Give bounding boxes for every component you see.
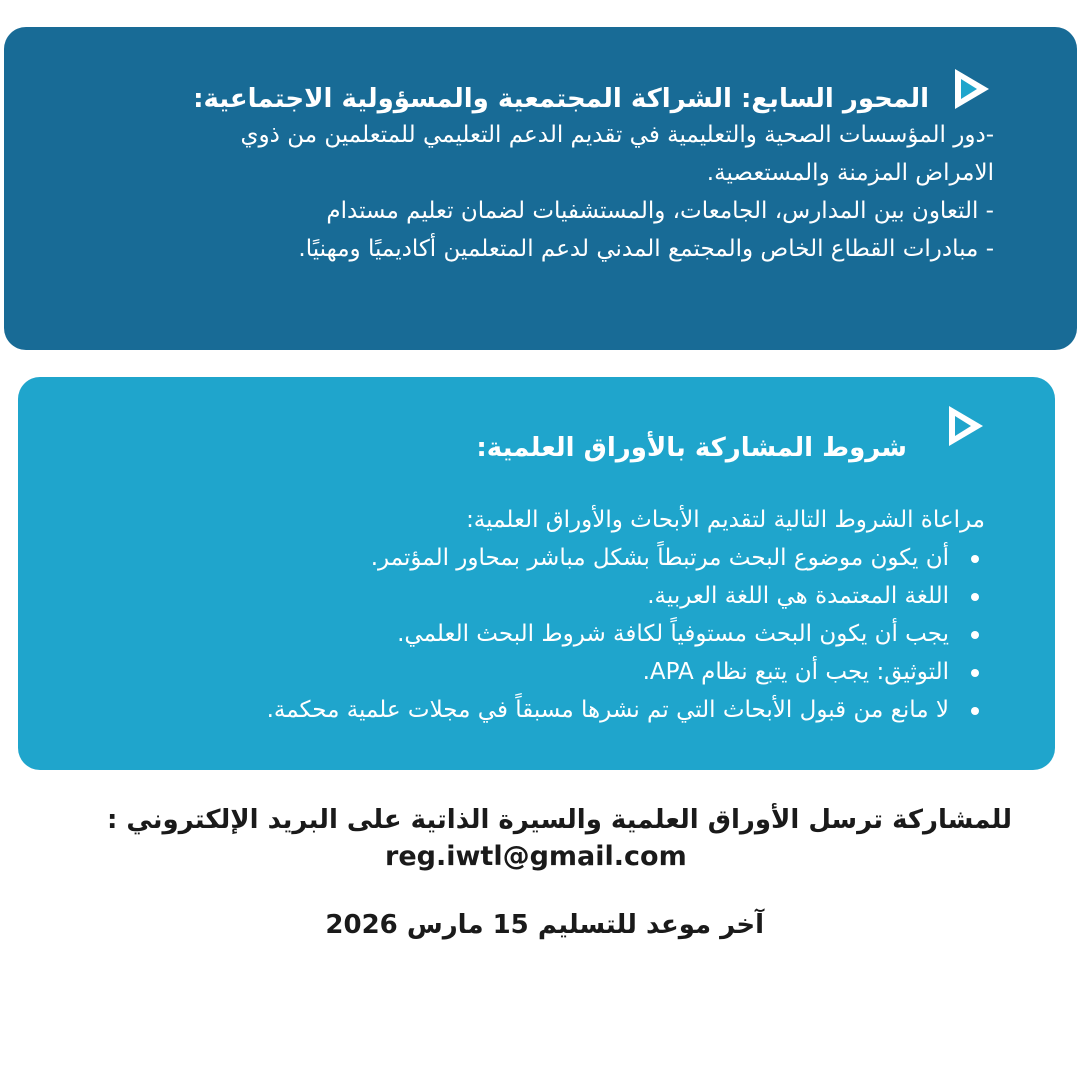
terms-list bbox=[267, 539, 985, 729]
terms-list-item: يجب أن يكون البحث مستوفياً لكافة شروط البحث العلمي. bbox=[267, 615, 985, 653]
axis-seven-line: - مبادرات القطاع الخاص والمجتمع المدني لدعم المتعلمين أكاديميًا ومهنيًا. bbox=[298, 236, 994, 262]
axis-seven-title: المحور السابع: الشراكة المجتمعية والمسؤولية الاجتماعية: bbox=[193, 83, 929, 114]
play-triangle-icon bbox=[951, 67, 991, 111]
axis-seven-line: - التعاون بين المدارس، الجامعات، والمستشفيات لضمان تعليم مستدام bbox=[326, 198, 994, 224]
axis-seven-card bbox=[4, 27, 1077, 350]
axis-seven-line: الامراض المزمنة والمستعصية. bbox=[706, 160, 994, 186]
submission-email-link[interactable]: reg.iwtl@gmail.com bbox=[385, 841, 687, 872]
terms-list-item: أن يكون موضوع البحث مرتبطاً بشكل مباشر بمحاور المؤتمر. bbox=[267, 539, 985, 577]
play-triangle-icon bbox=[945, 404, 985, 448]
submission-instructions: للمشاركة ترسل الأوراق العلمية والسيرة الذاتية على البريد الإلكتروني : bbox=[106, 805, 1012, 835]
axis-seven-body bbox=[241, 116, 994, 268]
terms-list-item: لا مانع من قبول الأبحاث التي تم نشرها مسبقاً في مجلات علمية محكمة. bbox=[267, 691, 985, 729]
terms-intro: مراعاة الشروط التالية لتقديم الأبحاث والأوراق العلمية: bbox=[466, 507, 985, 533]
terms-list-item: التوثيق: يجب أن يتبع نظام APA. bbox=[267, 653, 985, 691]
participation-terms-body bbox=[267, 501, 985, 729]
participation-terms-card bbox=[18, 377, 1055, 770]
participation-terms-title: شروط المشاركة بالأوراق العلمية: bbox=[476, 432, 907, 463]
submission-deadline: آخر موعد للتسليم 15 مارس 2026 bbox=[325, 910, 764, 940]
axis-seven-line: -دور المؤسسات الصحية والتعليمية في تقديم الدعم التعليمي للمتعلمين من ذوي bbox=[240, 122, 994, 148]
terms-list-item: اللغة المعتمدة هي اللغة العربية. bbox=[267, 577, 985, 615]
